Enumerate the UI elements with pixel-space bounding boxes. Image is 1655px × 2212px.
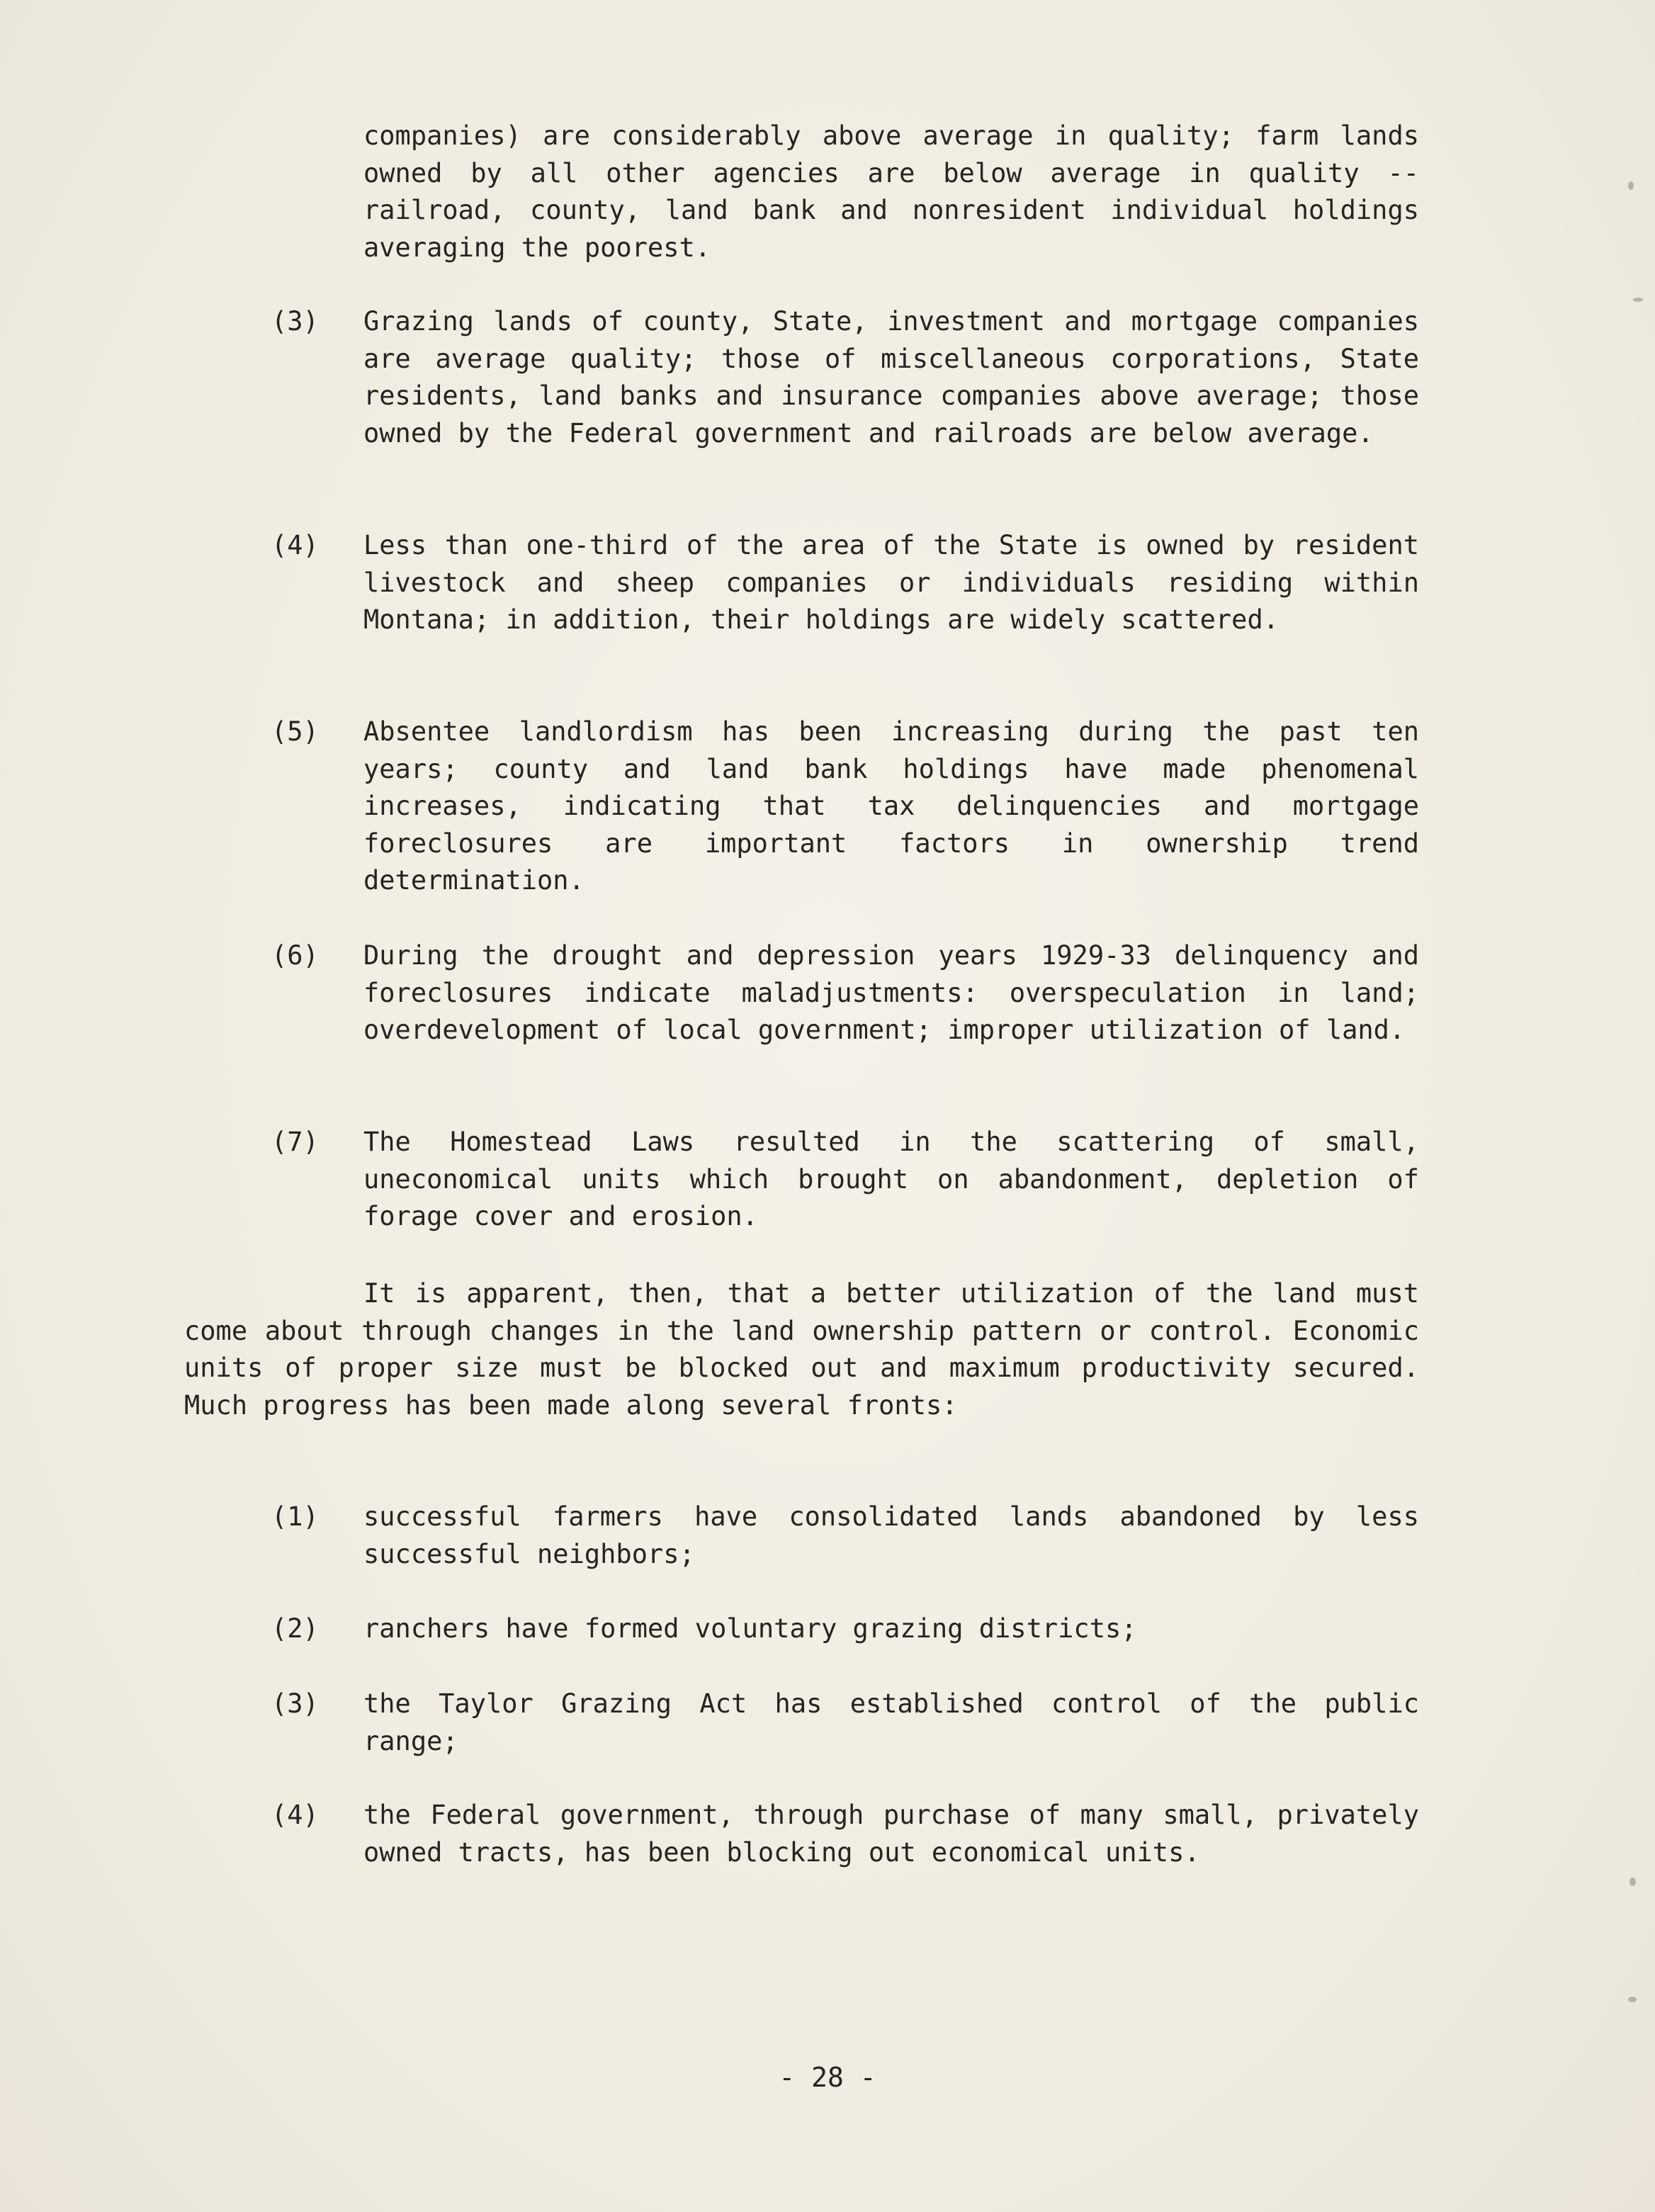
- progress-number: (2): [271, 1613, 319, 1644]
- finding-text: During the drought and depression years 1929-33 delinquency and foreclosures indicate maladjustments: overspeculation in land; overdevelopment of local government; improper utilization of land.: [363, 940, 1419, 1045]
- progress-number: (3): [271, 1688, 319, 1719]
- finding-text: Less than one-third of the area of the State is owned by resident livestock and sheep companies or individuals residing within Montana; in addition, their holdings are widely scattered.: [363, 530, 1419, 635]
- finding-item-6: [271, 937, 1419, 1049]
- finding-item-5: [271, 713, 1419, 900]
- progress-text: successful farmers have consolidated lands abandoned by less successful neighbors;: [363, 1501, 1419, 1569]
- finding-number: (6): [271, 940, 319, 971]
- page-number: - 28 -: [779, 2062, 876, 2093]
- finding-item-4: [271, 527, 1419, 639]
- paper-speck: [1633, 298, 1643, 302]
- progress-text: ranchers have formed voluntary grazing districts;: [363, 1613, 1137, 1644]
- paper-speck: [1629, 1878, 1636, 1886]
- progress-item-2: [271, 1610, 1419, 1648]
- finding-text: Grazing lands of county, State, investment and mortgage companies are average quality; those of miscellaneous corporations, State residents, land banks and insurance companies above average; those owned by the Federal government and railroads are below average.: [363, 306, 1419, 448]
- finding-number: (4): [271, 530, 319, 560]
- finding-text: The Homestead Laws resulted in the scattering of small, uneconomical units which brought on abandonment, depletion of forage cover and erosion.: [363, 1127, 1419, 1231]
- continuation-text: companies) are considerably above average in quality; farm lands owned by all other agencies are below average in quality -- railroad, county, land bank and nonresident individual holdings averaging the poorest.: [363, 120, 1419, 263]
- continuation-paragraph: [271, 118, 1419, 266]
- progress-item-4: [271, 1797, 1419, 1871]
- finding-item-7: [271, 1124, 1419, 1236]
- summary-paragraph: It is apparent, then, that a better utilization of the land must come about through changes in the land ownership pattern or control. Economic units of proper size must be blocked out and maximum productivity secured. Much progress has been made along several fronts:: [184, 1278, 1419, 1421]
- finding-number: (7): [271, 1127, 319, 1157]
- paper-speck: [1628, 181, 1634, 190]
- paper-speck: [1628, 1997, 1637, 2002]
- progress-text: the Federal government, through purchase of many small, privately owned tracts, has been blocking out economical units.: [363, 1800, 1419, 1868]
- finding-text: Absentee landlordism has been increasing during the past ten years; county and land bank holdings have made phenomenal increases, indicating that tax delinquencies and mortgage foreclosures are important factors in ownership trend determination.: [363, 716, 1419, 896]
- progress-text: the Taylor Grazing Act has established control of the public range;: [363, 1688, 1419, 1756]
- progress-item-3: [271, 1686, 1419, 1760]
- progress-item-1: [271, 1499, 1419, 1573]
- progress-number: (4): [271, 1800, 319, 1830]
- finding-number: (5): [271, 716, 319, 747]
- progress-number: (1): [271, 1501, 319, 1532]
- finding-number: (3): [271, 306, 319, 337]
- finding-item-3: [271, 303, 1419, 452]
